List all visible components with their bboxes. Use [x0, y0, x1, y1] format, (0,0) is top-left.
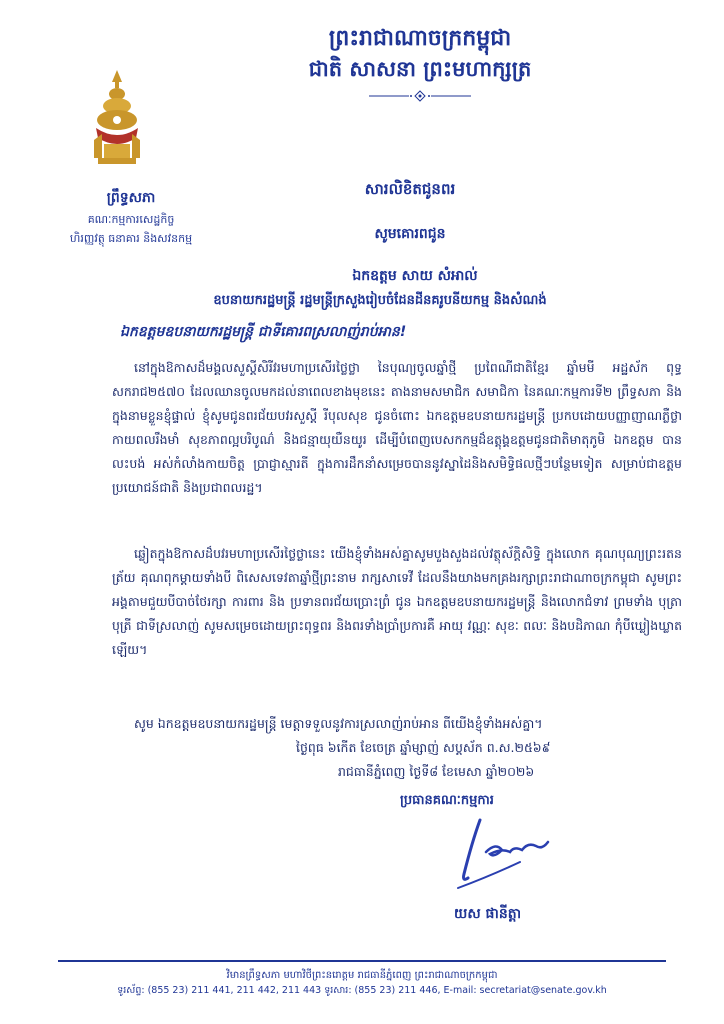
kingdom-heading: ព្រះរាជាណាចក្រកម្ពុជា [328, 26, 512, 51]
closing-paragraph: សូម ឯកឧត្តមឧបនាយករដ្ឋមន្ត្រី មេត្តាទទួលនូវការស្រលាញ់រាប់អាន ពីយើងខ្ញុំទាំងអស់គ្នា។ [134, 716, 543, 731]
footer-address: វិមានព្រឹទ្ធសភា មហាវិថីព្រះនរោត្តម រាជធានីភ្នំពេញ ព្រះរាជាណាចក្រកម្ពុជា [226, 970, 498, 981]
lunar-date: ថ្ងៃពុធ ៦កើត ខែចេត្រ ឆ្នាំម្សាញ់ សប្តស័ក ព.ស.២៥៦៩ [296, 740, 551, 755]
senate-emblem-icon [86, 68, 148, 168]
recipient-name: ឯកឧត្តម សាយ សំអាល់ [352, 268, 478, 284]
committee-name-line2: ហិរញ្ញវត្ថុ ធនាគារ និងសវនកម្ម [69, 232, 193, 245]
handwritten-signature [450, 812, 560, 892]
solar-date: រាជធានីភ្នំពេញ ថ្ងៃទី៨ ខែមេសា ឆ្នាំ២០២៦ [338, 764, 535, 779]
senate-name: ព្រឹទ្ធសភា [106, 190, 156, 206]
letter-type: សារលិខិតជូនពរ [364, 180, 456, 198]
footer-divider [58, 960, 666, 962]
sender-block [30, 188, 232, 248]
footer-contacts: ទូរស័ព្ទ: (855 23) 211 441, 211 442, 211 443 ទូរសារ: (855 23) 211 446, E-mail: secretariat@senate.gov.kh [117, 985, 607, 996]
signer-name: យស ផានីត្តា [454, 906, 522, 922]
ornament-divider-icon [365, 88, 475, 104]
recipient-title: ឧបនាយករដ្ឋមន្ត្រី រដ្ឋមន្ត្រីក្រសួងរៀបចំដែនដីនគរូបនីយកម្ម និងសំណង់ [213, 293, 547, 308]
committee-name-line1: គណៈកម្មការសេដ្ឋកិច្ច [87, 213, 175, 226]
salutation: ឯកឧត្តមឧបនាយករដ្ឋមន្ត្រី ជាទីគោរពស្រលាញ់រាប់អាន! [120, 324, 407, 340]
greeting-label: សូមគោរពជូន [374, 226, 446, 242]
body-paragraph: នៅក្នុងឱកាសដ៏មង្គលសួស្តីសិរីវរមហាប្រសើរថ្លៃថ្លា នៃបុណ្យចូលឆ្នាំថ្មី ប្រពៃណីជាតិខ្មែរ ឆ្នាំមមី អដ្ឋស័ក ពុទ្ធសករាជ២៥៧០ ដែលឈានចូលមកដល់នាពេលខាងមុខនេះ តាងនាមសមាជិក សមាជិកា នៃគណៈកម្មការទី២ ព្រឹទ្ធសភា និងក្នុងនាមខ្លួនខ្ញុំផ្ទាល់ ខ្ញុំសូមជូនពរជ័យបវរសួស្តី រីបុលសុខ ជូនចំពោះ ឯកឧត្តមឧបនាយករដ្ឋមន្ត្រី ប្រកបដោយបញ្ញាញាណភ្លឺថ្លា កាយពលរឹងមាំ សុខភាពល្អបរិបូណ៌ និងជន្មាយុយឺនយូរ ដើម្បីបំពេញបេសកកម្មដ៏ឧត្តុង្គឧត្តមជូនជាតិមាតុភូមិ ឯកឧត្តម បានលះបង់ អស់កំលាំងកាយចិត្ត ប្រាជ្ញាស្មារតី ក្នុងការដឹកនាំសម្រេចបាននូវស្នាដៃនិងសមិទ្ធិផលថ្មីៗបន្ថែមទៀត សម្រាប់ជាឧត្តមប្រយោជន៍ជាតិ និងប្រជាពលរដ្ឋ។ [112, 360, 682, 495]
national-motto: ជាតិ សាសនា ព្រះមហាក្សត្រ [308, 57, 532, 81]
signer-role: ប្រធានគណៈកម្មការ [400, 793, 494, 808]
body-paragraph: ឆ្លៀតក្នុងឱកាសដ៏បវរមហាប្រសើរថ្លៃថ្លានេះ យើងខ្ញុំទាំងអស់គ្នាសូមបួងសួងដល់វត្ថុស័ក្តិសិទ្ធិ ក្នុងលោក គុណបុណ្យព្រះរតនត្រ័យ គុណពុកម្តាយទាំងបី ពិសេសទេវតាឆ្នាំថ្មីព្រះនាម រាក្សសាទេវី ដែលនឹងយាងមកគ្រងរក្សាព្រះរាជាណាចក្រកម្ពុជា សូមព្រះអង្គតាមជួយបីបាច់ថែរក្សា ការពារ និង ប្រទានពរជ័យប្រោះព្រំ ជូន ឯកឧត្តមឧបនាយករដ្ឋមន្ត្រី និងលោកជំទាវ ព្រមទាំង បុត្រា បុត្រី ជាទីស្រលាញ់ សូមសម្រេចដោយព្រះពុទ្ធពរ និងពរទាំងប្រាំប្រការគឺ អាយុ វណ្ណៈ សុខៈ ពលៈ និងបដិភាណ កុំបីឃ្លៀងឃ្លាតឡើយ។ [112, 546, 682, 657]
